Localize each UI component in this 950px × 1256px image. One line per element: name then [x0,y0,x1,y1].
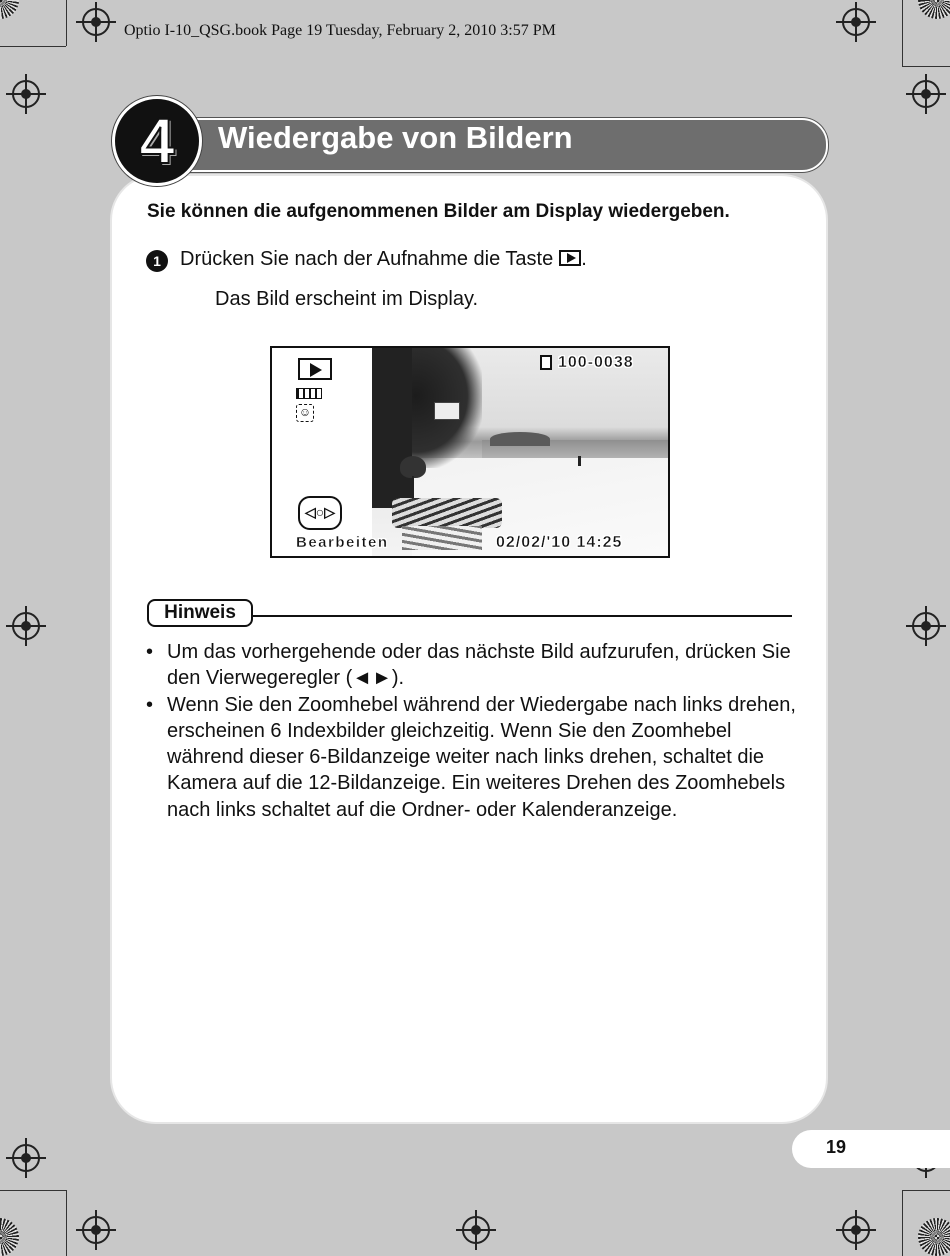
crop-mark [0,46,66,47]
step-result: Das Bild erscheint im Display. [215,288,479,310]
registration-target-icon [12,1144,40,1172]
file-number: 100-0038 [558,354,634,371]
playback-button-icon [559,250,581,266]
edit-icon: ◁○▷ [298,496,342,530]
registration-target-icon [12,612,40,640]
crop-mark [66,1190,67,1256]
hint-rule [253,615,792,617]
sunbed [402,526,482,550]
person [578,456,581,466]
battery-icon [296,388,322,399]
umbrella [400,456,426,478]
hint-label: Hinweis [147,599,253,627]
step-instruction [180,248,587,271]
crop-mark [66,0,67,46]
step-instruction-text: Drücken Sie nach der Aufnahme die Taste [180,248,554,270]
edit-label: Bearbeiten [296,534,389,551]
page-number-tab [792,1130,950,1168]
step-number: 1 [146,250,168,272]
crop-mark [902,1190,950,1191]
playback-mode-icon [298,358,332,380]
sunbed [392,498,502,528]
trees-edge [372,348,412,508]
crop-mark [902,0,903,66]
hint-list [146,639,806,823]
chapter-title: Wiedergabe von Bildern [218,120,573,155]
registration-target-icon [82,1216,110,1244]
hint-item: • Wenn Sie den Zoomhebel während der Wiedergabe nach links drehen, erscheinen 6 Indexbilder gleichzeitig. Wenn Sie den Zoomhebel während dieser 6-Bildanzeige weiter nach links drehen, schaltet die Kamera auf die 12-Bildanzeige. Ein weiteres Drehen des Zoomhebels nach links schaltet auf die Ordner- oder Kalenderanzeige. [146,692,806,823]
hint-item: • Um das vorhergehende oder das nächste Bild aufzurufen, drücken Sie den Vierwegeregler (◄►). [146,639,806,692]
registration-target-icon [12,80,40,108]
registration-target-icon [912,80,940,108]
crop-mark [0,1190,66,1191]
page-number: 19 [826,1137,847,1157]
registration-target-icon [912,612,940,640]
print-header: Optio I-10_QSG.book Page 19 Tuesday, February 2, 2010 3:57 PM [124,22,556,39]
sign [434,402,460,420]
registration-sunburst-icon [0,0,19,19]
date-time: 02/02/'10 14:25 [496,534,623,551]
crop-mark [902,66,950,67]
registration-target-icon [462,1216,490,1244]
registration-sunburst-icon [0,1218,19,1256]
face-detection-icon: ☺ [296,404,314,422]
camera-display [270,346,670,558]
chapter-number: 4 [139,105,175,177]
registration-sunburst-icon [918,1218,950,1256]
folder-icon [540,355,552,370]
registration-target-icon [842,1216,870,1244]
hill [490,432,550,446]
beach-photo [372,348,670,556]
registration-sunburst-icon [918,0,950,19]
chapter-number-badge [112,96,202,186]
intro-text: Sie können die aufgenommenen Bilder am Display wiedergeben. [147,201,730,222]
registration-target-icon [842,8,870,36]
step-instruction-end: . [581,248,587,270]
registration-target-icon [82,8,110,36]
crop-mark [902,1190,903,1256]
